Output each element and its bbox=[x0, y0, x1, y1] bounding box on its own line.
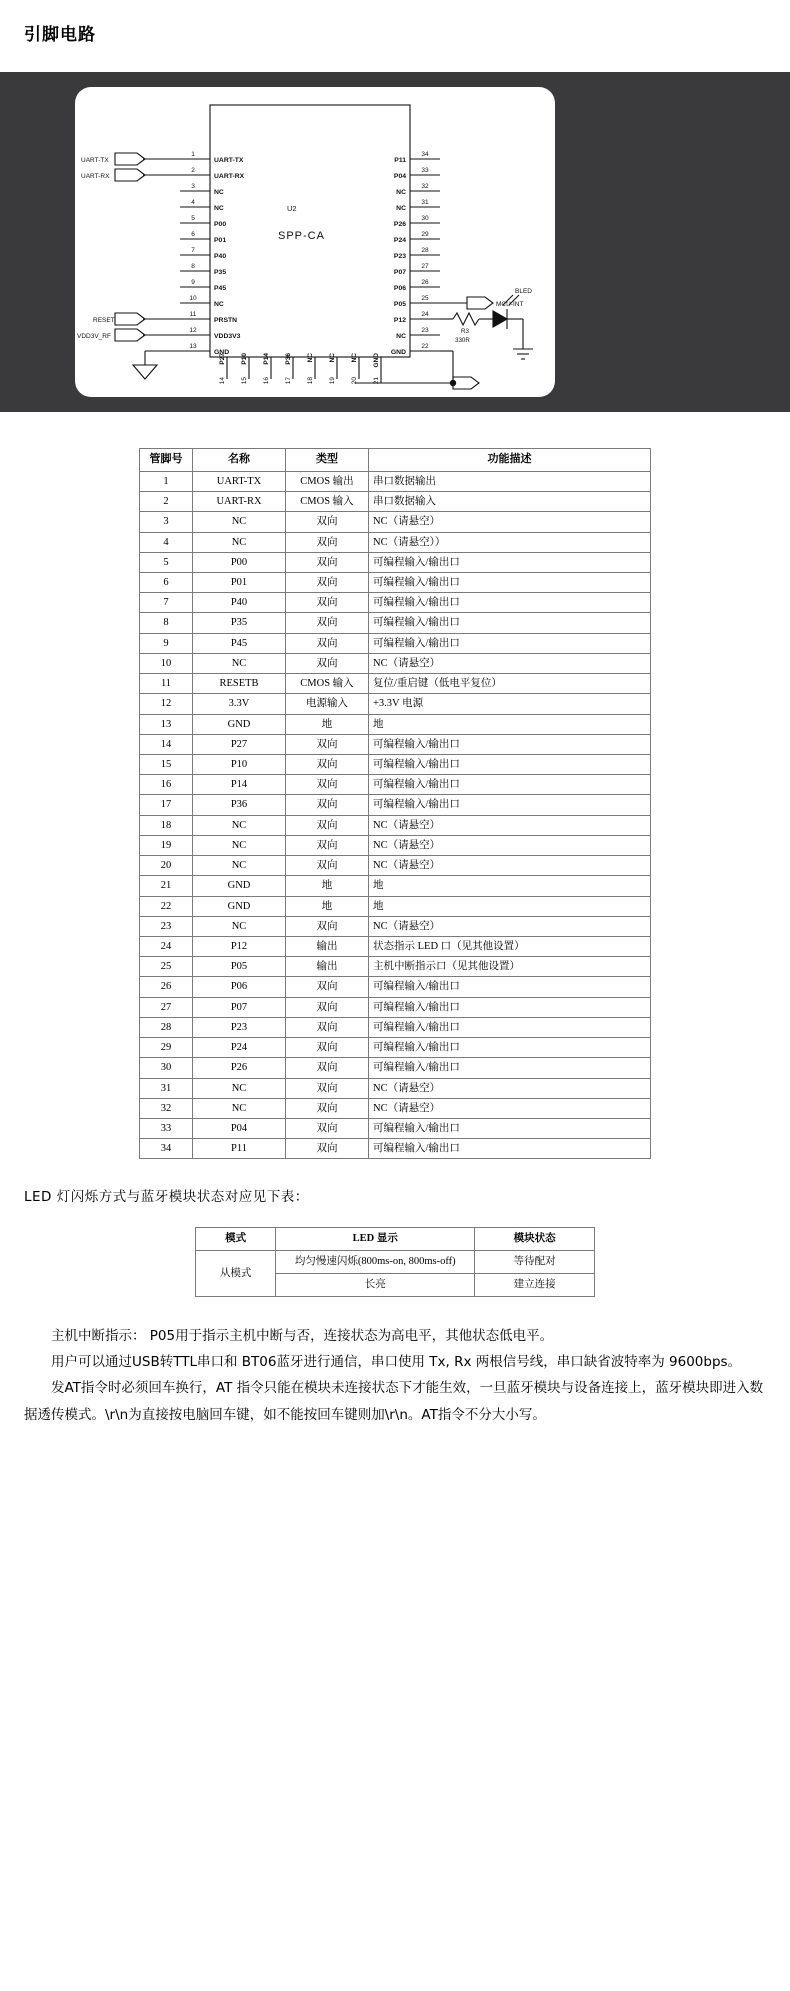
net-24: P12 bbox=[393, 317, 406, 324]
net-26: P06 bbox=[393, 285, 406, 292]
cell-description: 可编程输入/输出口 bbox=[369, 633, 651, 653]
cell-type: 双向 bbox=[286, 1139, 369, 1159]
net-27: P07 bbox=[393, 269, 406, 276]
table-row bbox=[140, 674, 651, 694]
table-row bbox=[140, 815, 651, 835]
table-row bbox=[140, 492, 651, 512]
cell-description: NC（请悬空） bbox=[369, 835, 651, 855]
pin-number-15: 15 bbox=[241, 377, 248, 385]
table-row bbox=[140, 573, 651, 593]
cell-name: NC bbox=[193, 916, 286, 936]
cell-description: NC（请悬空） bbox=[369, 512, 651, 532]
cell-type: CMOS 输入 bbox=[286, 674, 369, 694]
pin-circuit-diagram bbox=[75, 87, 555, 397]
pin-number-4: 4 bbox=[191, 199, 195, 206]
pin-number-22: 22 bbox=[421, 343, 429, 350]
pin-number-24: 24 bbox=[421, 311, 429, 318]
pin-number-3: 3 bbox=[191, 183, 195, 190]
net-5: P00 bbox=[214, 221, 227, 228]
table-row bbox=[140, 916, 651, 936]
cell-type: 双向 bbox=[286, 755, 369, 775]
cell-name: UART-TX bbox=[193, 471, 286, 491]
cell-name: NC bbox=[193, 653, 286, 673]
cell-name: NC bbox=[193, 512, 286, 532]
cell-pin-number: 17 bbox=[140, 795, 193, 815]
table-row bbox=[140, 775, 651, 795]
pin-number-31: 31 bbox=[421, 199, 429, 206]
cell-description: NC（请悬空） bbox=[369, 653, 651, 673]
led-section-heading: LED 灯闪烁方式与蓝牙模块状态对应见下表： bbox=[24, 1189, 309, 1206]
cell-pin-number: 9 bbox=[140, 633, 193, 653]
cell-name: P45 bbox=[193, 633, 286, 653]
table-row bbox=[140, 856, 651, 876]
led-display-0: 均匀慢速闪烁(800ms-on, 800ms-off) bbox=[276, 1251, 475, 1274]
cell-description: 可编程输入/输出口 bbox=[369, 755, 651, 775]
cell-description: NC（请悬空） bbox=[369, 1098, 651, 1118]
cell-description: 地 bbox=[369, 714, 651, 734]
table-row bbox=[140, 997, 651, 1017]
cell-description: 可编程输入/输出口 bbox=[369, 977, 651, 997]
chip-ref: U2 bbox=[287, 204, 297, 213]
cell-description: 可编程输入/输出口 bbox=[369, 552, 651, 572]
cell-pin-number: 27 bbox=[140, 997, 193, 1017]
table-row bbox=[140, 896, 651, 916]
cell-type: 双向 bbox=[286, 977, 369, 997]
table-row bbox=[140, 1058, 651, 1078]
cell-name: P24 bbox=[193, 1038, 286, 1058]
table-row bbox=[140, 1017, 651, 1037]
cell-name: GND bbox=[193, 714, 286, 734]
cell-type: 地 bbox=[286, 714, 369, 734]
notes-section bbox=[24, 1323, 766, 1428]
cell-name: P23 bbox=[193, 1017, 286, 1037]
table-row bbox=[140, 977, 651, 997]
cell-description: 可编程输入/输出口 bbox=[369, 734, 651, 754]
header-pin-number: 管脚号 bbox=[140, 449, 193, 472]
table-row bbox=[140, 1038, 651, 1058]
table-row bbox=[140, 755, 651, 775]
cell-pin-number: 7 bbox=[140, 593, 193, 613]
cell-type: 地 bbox=[286, 876, 369, 896]
cell-name: NC bbox=[193, 532, 286, 552]
page-title: 引脚电路 bbox=[24, 25, 96, 45]
cell-description: 串口数据输入 bbox=[369, 492, 651, 512]
pin-number-8: 8 bbox=[191, 263, 195, 270]
cell-description: 可编程输入/输出口 bbox=[369, 1058, 651, 1078]
led-table-section bbox=[0, 1205, 790, 1296]
cell-pin-number: 15 bbox=[140, 755, 193, 775]
pin-number-27: 27 bbox=[421, 263, 429, 270]
cell-pin-number: 29 bbox=[140, 1038, 193, 1058]
pin-number-26: 26 bbox=[421, 279, 429, 286]
cell-type: 双向 bbox=[286, 633, 369, 653]
pin-number-25: 25 bbox=[421, 295, 429, 302]
cell-name: P36 bbox=[193, 795, 286, 815]
cell-name: P35 bbox=[193, 613, 286, 633]
cell-type: 输出 bbox=[286, 936, 369, 956]
pin-number-11: 11 bbox=[189, 311, 197, 318]
led-header-mode: 模式 bbox=[196, 1228, 276, 1251]
cell-type: CMOS 输入 bbox=[286, 492, 369, 512]
cell-pin-number: 28 bbox=[140, 1017, 193, 1037]
chip-name: SPP-CA bbox=[278, 230, 325, 242]
table-row bbox=[140, 633, 651, 653]
pin-number-17: 17 bbox=[285, 377, 292, 385]
cell-description: NC（请悬空） bbox=[369, 916, 651, 936]
cell-type: 双向 bbox=[286, 653, 369, 673]
cell-pin-number: 34 bbox=[140, 1139, 193, 1159]
net-31: NC bbox=[396, 205, 406, 212]
cell-pin-number: 23 bbox=[140, 916, 193, 936]
net-14: P27 bbox=[219, 353, 226, 365]
net-20: NC bbox=[351, 353, 358, 363]
pin-number-33: 33 bbox=[421, 167, 429, 174]
cell-type: 输出 bbox=[286, 957, 369, 977]
net-18: NC bbox=[307, 353, 314, 363]
cell-description: 可编程输入/输出口 bbox=[369, 1017, 651, 1037]
cell-pin-number: 6 bbox=[140, 573, 193, 593]
pin-number-9: 9 bbox=[191, 279, 195, 286]
label-uart-tx: UART-TX bbox=[81, 157, 109, 164]
pin-table-section bbox=[0, 412, 790, 1159]
table-row bbox=[140, 552, 651, 572]
cell-type: 双向 bbox=[286, 1118, 369, 1138]
net-28: P23 bbox=[393, 253, 406, 260]
net-16: P14 bbox=[263, 353, 270, 365]
net-10: NC bbox=[214, 301, 224, 308]
schematic-card bbox=[75, 87, 555, 397]
cell-type: 电源输入 bbox=[286, 694, 369, 714]
pin-number-7: 7 bbox=[191, 247, 195, 254]
cell-name: P06 bbox=[193, 977, 286, 997]
net-33: P04 bbox=[393, 173, 406, 180]
table-row bbox=[140, 957, 651, 977]
schematic-band bbox=[0, 72, 790, 412]
cell-name: NC bbox=[193, 835, 286, 855]
pin-number-13: 13 bbox=[189, 343, 197, 350]
net-17: P36 bbox=[285, 353, 292, 365]
cell-name: P04 bbox=[193, 1118, 286, 1138]
cell-description: NC（请悬空） bbox=[369, 1078, 651, 1098]
table-row bbox=[140, 532, 651, 552]
cell-description: 状态指示 LED 口（见其他设置） bbox=[369, 936, 651, 956]
table-row bbox=[140, 1098, 651, 1118]
pin-number-23: 23 bbox=[421, 327, 429, 334]
cell-pin-number: 33 bbox=[140, 1118, 193, 1138]
cell-description: NC（请悬空）） bbox=[369, 532, 651, 552]
led-display-1: 长亮 bbox=[276, 1273, 475, 1296]
cell-description: 可编程输入/输出口 bbox=[369, 1139, 651, 1159]
pin-number-18: 18 bbox=[307, 377, 314, 385]
cell-name: GND bbox=[193, 876, 286, 896]
header-name: 名称 bbox=[193, 449, 286, 472]
label-uart-rx: UART-RX bbox=[81, 173, 110, 180]
cell-type: 双向 bbox=[286, 997, 369, 1017]
net-7: P40 bbox=[214, 253, 227, 260]
cell-name: NC bbox=[193, 815, 286, 835]
cell-type: 双向 bbox=[286, 734, 369, 754]
pin-number-6: 6 bbox=[191, 231, 195, 238]
table-row bbox=[140, 734, 651, 754]
label-r3: R3 bbox=[461, 328, 469, 335]
cell-description: 复位/重启键（低电平复位） bbox=[369, 674, 651, 694]
pin-number-28: 28 bbox=[421, 247, 429, 254]
cell-description: 可编程输入/输出口 bbox=[369, 775, 651, 795]
cell-type: 双向 bbox=[286, 1058, 369, 1078]
cell-description: 串口数据输出 bbox=[369, 471, 651, 491]
pin-number-34: 34 bbox=[421, 151, 429, 158]
led-state-0: 等待配对 bbox=[475, 1251, 595, 1274]
cell-description: 主机中断指示口（见其他设置） bbox=[369, 957, 651, 977]
table-row bbox=[140, 795, 651, 815]
led-status-table bbox=[195, 1227, 595, 1296]
cell-pin-number: 5 bbox=[140, 552, 193, 572]
net-15: P10 bbox=[241, 353, 248, 365]
cell-name: 3.3V bbox=[193, 694, 286, 714]
pin-number-1: 1 bbox=[191, 151, 195, 158]
net-3: NC bbox=[214, 189, 224, 196]
cell-name: RESETB bbox=[193, 674, 286, 694]
cell-pin-number: 13 bbox=[140, 714, 193, 734]
cell-type: 双向 bbox=[286, 795, 369, 815]
pin-number-20: 20 bbox=[351, 377, 358, 385]
led-table-row bbox=[196, 1251, 595, 1274]
header-description: 功能描述 bbox=[369, 449, 651, 472]
cell-pin-number: 25 bbox=[140, 957, 193, 977]
cell-pin-number: 3 bbox=[140, 512, 193, 532]
cell-name: P40 bbox=[193, 593, 286, 613]
cell-name: P11 bbox=[193, 1139, 286, 1159]
cell-type: 双向 bbox=[286, 1078, 369, 1098]
header-type: 类型 bbox=[286, 449, 369, 472]
cell-pin-number: 14 bbox=[140, 734, 193, 754]
cell-description: NC（请悬空） bbox=[369, 815, 651, 835]
cell-pin-number: 21 bbox=[140, 876, 193, 896]
pin-number-19: 19 bbox=[329, 377, 336, 385]
cell-pin-number: 32 bbox=[140, 1098, 193, 1118]
cell-pin-number: 19 bbox=[140, 835, 193, 855]
cell-type: 双向 bbox=[286, 573, 369, 593]
cell-name: P00 bbox=[193, 552, 286, 572]
table-row bbox=[140, 1078, 651, 1098]
led-header-display: LED 显示 bbox=[276, 1228, 475, 1251]
table-row bbox=[140, 1118, 651, 1138]
net-23: NC bbox=[396, 333, 406, 340]
pin-number-21: 21 bbox=[373, 377, 380, 385]
cell-type: 双向 bbox=[286, 512, 369, 532]
cell-description: 可编程输入/输出口 bbox=[369, 573, 651, 593]
cell-type: 双向 bbox=[286, 815, 369, 835]
cell-pin-number: 20 bbox=[140, 856, 193, 876]
cell-description: 可编程输入/输出口 bbox=[369, 613, 651, 633]
cell-pin-number: 12 bbox=[140, 694, 193, 714]
table-row bbox=[140, 471, 651, 491]
cell-type: 双向 bbox=[286, 532, 369, 552]
cell-name: P07 bbox=[193, 997, 286, 1017]
net-11: PRSTN bbox=[214, 317, 238, 324]
label-bled: BLED bbox=[515, 288, 532, 295]
cell-name: P12 bbox=[193, 936, 286, 956]
cell-pin-number: 30 bbox=[140, 1058, 193, 1078]
net-25: P05 bbox=[393, 301, 406, 308]
net-19: NC bbox=[329, 353, 336, 363]
table-row bbox=[140, 613, 651, 633]
net-9: P45 bbox=[214, 285, 227, 292]
pin-number-16: 16 bbox=[263, 377, 270, 385]
note-paragraph-0: 主机中断指示： P05用于指示主机中断与否，连接状态为高电平，其他状态低电平。 bbox=[51, 1327, 554, 1344]
label-reset: RESET bbox=[93, 317, 115, 324]
label-330r: 330R bbox=[455, 337, 470, 344]
table-row bbox=[140, 593, 651, 613]
cell-description: 可编程输入/输出口 bbox=[369, 1118, 651, 1138]
cell-type: 双向 bbox=[286, 1098, 369, 1118]
cell-type: 双向 bbox=[286, 856, 369, 876]
cell-name: UART-RX bbox=[193, 492, 286, 512]
net-1: UART-TX bbox=[214, 157, 244, 164]
note-paragraph-2: 发AT指令时必须回车换行，AT 指令只能在模块未连接状态下才能生效，一旦蓝牙模块与设备连接上，蓝牙模块即进入数据透传模式。\r\n为直接按电脑回车键，如不能按回车键则加\r\n。AT指令不分大小写。 bbox=[24, 1380, 764, 1423]
led-mode-label: 从模式 bbox=[196, 1251, 276, 1297]
cell-pin-number: 11 bbox=[140, 674, 193, 694]
pin-number-2: 2 bbox=[191, 167, 195, 174]
note-paragraph-1: 用户可以通过USB转TTL串口和 BT06蓝牙进行通信，串口使用 Tx, Rx 两根信号线，串口缺省波特率为 9600bps。 bbox=[51, 1353, 742, 1370]
cell-type: 双向 bbox=[286, 835, 369, 855]
cell-pin-number: 24 bbox=[140, 936, 193, 956]
net-21: GND bbox=[373, 353, 380, 368]
pin-number-32: 32 bbox=[421, 183, 429, 190]
net-12: VDD3V3 bbox=[214, 333, 241, 340]
pin-number-30: 30 bbox=[421, 215, 429, 222]
table-row bbox=[140, 694, 651, 714]
cell-type: 双向 bbox=[286, 916, 369, 936]
cell-name: GND bbox=[193, 896, 286, 916]
table-row bbox=[140, 653, 651, 673]
pin-number-12: 12 bbox=[189, 327, 197, 334]
cell-type: 地 bbox=[286, 896, 369, 916]
cell-pin-number: 10 bbox=[140, 653, 193, 673]
led-header-row bbox=[196, 1228, 595, 1251]
net-30: P26 bbox=[393, 221, 406, 228]
cell-type: 双向 bbox=[286, 613, 369, 633]
cell-name: P05 bbox=[193, 957, 286, 977]
cell-name: P26 bbox=[193, 1058, 286, 1078]
table-row bbox=[140, 876, 651, 896]
net-32: NC bbox=[396, 189, 406, 196]
cell-name: P10 bbox=[193, 755, 286, 775]
cell-description: 地 bbox=[369, 876, 651, 896]
cell-name: P14 bbox=[193, 775, 286, 795]
net-34: P11 bbox=[394, 157, 406, 164]
table-row bbox=[140, 714, 651, 734]
pin-definition-table bbox=[139, 448, 651, 1159]
pin-number-29: 29 bbox=[421, 231, 429, 238]
pin-number-14: 14 bbox=[219, 377, 226, 385]
cell-name: NC bbox=[193, 1078, 286, 1098]
led-state-1: 建立连接 bbox=[475, 1273, 595, 1296]
cell-pin-number: 8 bbox=[140, 613, 193, 633]
net-22: GND bbox=[390, 349, 406, 356]
net-13: GND bbox=[214, 349, 230, 356]
cell-description: 可编程输入/输出口 bbox=[369, 997, 651, 1017]
cell-description: 可编程输入/输出口 bbox=[369, 1038, 651, 1058]
cell-pin-number: 2 bbox=[140, 492, 193, 512]
net-29: P24 bbox=[393, 237, 406, 244]
table-row bbox=[140, 936, 651, 956]
table-header-row bbox=[140, 449, 651, 472]
label-mcu-int: MCU-INT bbox=[496, 301, 524, 308]
cell-pin-number: 18 bbox=[140, 815, 193, 835]
net-4: NC bbox=[214, 205, 224, 212]
cell-type: CMOS 输出 bbox=[286, 471, 369, 491]
cell-name: P27 bbox=[193, 734, 286, 754]
led-header-state: 模块状态 bbox=[475, 1228, 595, 1251]
net-8: P35 bbox=[214, 269, 227, 276]
table-row bbox=[140, 1139, 651, 1159]
cell-type: 双向 bbox=[286, 1038, 369, 1058]
cell-pin-number: 16 bbox=[140, 775, 193, 795]
cell-description: 可编程输入/输出口 bbox=[369, 593, 651, 613]
label-vdd3v-rf: VDD3V_RF bbox=[77, 333, 111, 340]
pin-number-10: 10 bbox=[189, 295, 197, 302]
cell-type: 双向 bbox=[286, 593, 369, 613]
cell-description: +3.3V 电源 bbox=[369, 694, 651, 714]
cell-name: P01 bbox=[193, 573, 286, 593]
cell-name: NC bbox=[193, 1098, 286, 1118]
table-row bbox=[140, 512, 651, 532]
cell-pin-number: 4 bbox=[140, 532, 193, 552]
table-row bbox=[140, 835, 651, 855]
cell-description: NC（请悬空） bbox=[369, 856, 651, 876]
pin-number-5: 5 bbox=[191, 215, 195, 222]
net-6: P01 bbox=[214, 237, 227, 244]
cell-description: 地 bbox=[369, 896, 651, 916]
cell-type: 双向 bbox=[286, 775, 369, 795]
cell-pin-number: 31 bbox=[140, 1078, 193, 1098]
cell-type: 双向 bbox=[286, 1017, 369, 1037]
cell-description: 可编程输入/输出口 bbox=[369, 795, 651, 815]
cell-pin-number: 1 bbox=[140, 471, 193, 491]
cell-pin-number: 26 bbox=[140, 977, 193, 997]
cell-type: 双向 bbox=[286, 552, 369, 572]
cell-pin-number: 22 bbox=[140, 896, 193, 916]
cell-name: NC bbox=[193, 856, 286, 876]
net-2: UART-RX bbox=[214, 173, 245, 180]
